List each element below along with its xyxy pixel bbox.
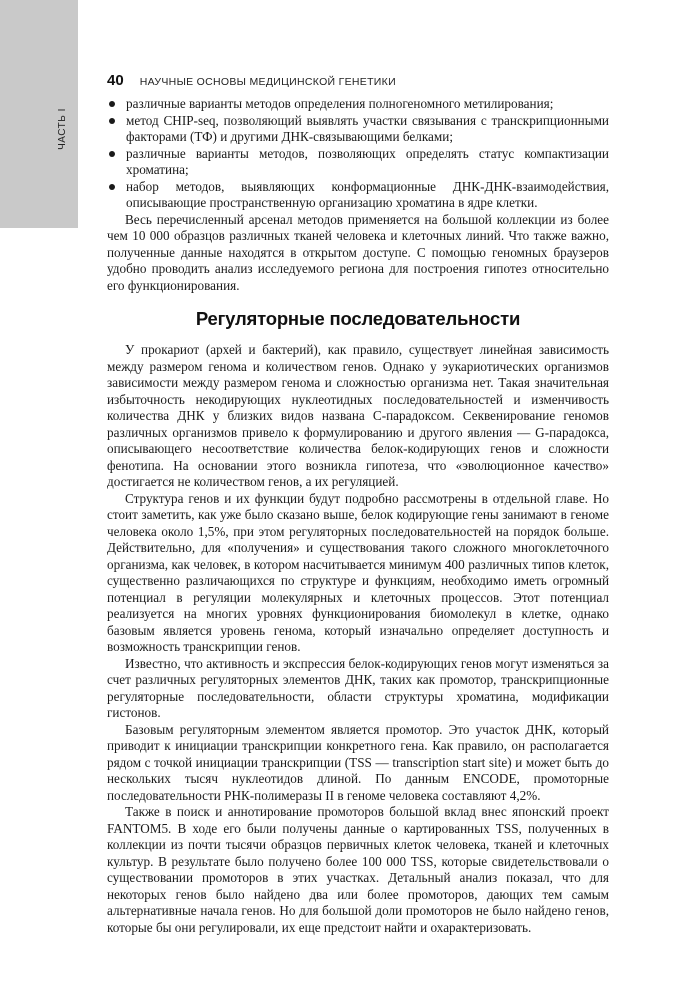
- list-item-text: различные варианты методов, позволяющих определять статус компактизации хроматина;: [126, 145, 609, 177]
- intro-paragraph: Весь перечисленный арсенал методов применяется на большой коллекции из более чем 10 000 образцов различных тканей человека и клеточных линий. Что также важно, полученные данные находятся в открытом доступе. С помощью геномных браузеров удобно проводить анализ исследуемого региона для построения гипотез относительно его функционирования.: [107, 211, 609, 293]
- paragraph-prokaryotes: У прокариот (архей и бактерий), как правило, существует линейная зависимость между размером генома и количеством генов. Однако у эукариотических организмов зависимости между размером генома и сложностью организма нет. Такая значительная избыточность некодирующих нуклеотидных последовательностей и изменчивость количества ДНК у близких видов названа С-парадоксом. Секвенирование геномов различных организмов привело к формулированию и другого явления — G-парадокса, описывающего несоответствие количества белок-кодирующих генов и сложности фенотипа. На основании этого возникла гипотеза, что «эволюционное качество» достигается не количеством генов, а их регуляцией.: [107, 342, 609, 489]
- bullet-icon: [109, 118, 115, 124]
- paragraph-fantom5: Также в поиск и аннотирование промоторов большой вклад внес японский проект FANTOM5. В ходе его были получены данные о картированных TSS, полученных в коллекции из почти тысячи образцов первичных клеток человека, тканей и клеточных культур. В результате было получено более 100 000 TSS, которые свидетельствовали о существовании промоторов в этих участках. Детальный анализ показал, что для некоторых генов было найдено два или более промоторов, дающих тем самым альтернативные начала генов. Но для большой доли промоторов не было найдено генов, которые бы они регулировали, их еще предстоит найти и охарактеризовать.: [107, 804, 609, 935]
- list-item-text: набор методов, выявляющих конформационные ДНК-ДНК-взаимодействия, описывающие пространственную организацию хроматина в ядре клетки.: [126, 178, 609, 210]
- paragraph-promoter: Базовым регуляторным элементом является промотор. Это участок ДНК, который приводит к инициации транскрипции конкретного гена. Как правило, он располагается рядом с точкой инициации транскрипции (TSS — transcription start site) и может быть до нескольких тысяч нуклеотидов длиной. По данным ENCODE, промоторные последовательности РНК-полимеразы II в геноме человека составляют 4,2%.: [107, 721, 609, 803]
- list-item: [107, 113, 609, 146]
- list-item-text: различные варианты методов определения полногеномного метилирования;: [126, 96, 554, 111]
- page-number: 40: [107, 72, 124, 89]
- paragraph-expression: Известно, что активность и экспрессия белок-кодирующих генов могут изменяться за счет различных регуляторных элементов ДНК, таких как промотор, транскрипционные регуляторные последовательности, области структуры хроматина, модификации гистонов.: [107, 655, 609, 720]
- part-label: ЧАСТЬ I: [56, 108, 68, 150]
- bullet-icon: [109, 184, 115, 190]
- running-header: [107, 72, 607, 88]
- list-item: [107, 96, 609, 113]
- bullet-icon: [109, 151, 115, 157]
- page-body: [107, 96, 609, 936]
- method-list: [107, 96, 609, 212]
- list-item: [107, 146, 609, 179]
- section-heading: Регуляторные последовательности: [195, 308, 521, 329]
- bullet-icon: [109, 101, 115, 107]
- list-item: [107, 179, 609, 212]
- book-title: НАУЧНЫЕ ОСНОВЫ МЕДИЦИНСКОЙ ГЕНЕТИКИ: [139, 76, 396, 88]
- paragraph-gene-structure: Структура генов и их функции будут подробно рассмотрены в отдельной главе. Но стоит заметить, как уже было сказано выше, белок кодирующие гены занимают в геноме человека около 1,5%, при этом регуляторных последовательностей на порядок больше. Действительно, для «получения» и существования такого сложного многоклеточного организма, как человек, в котором насчитывается минимум 400 различных типов клеток, существенно различающихся по структуре и функциям, необходимо иметь огромный потенциал в регуляции молекулярных и клеточных процессов. Этот потенциал реализуется на многих уровнях функционирования биомолекул в клетке, однако базовым является уровень генома, который изначально определяет доступность и возможность транскрипции генов.: [107, 490, 609, 654]
- list-item-text: метод CHIP-seq, позволяющий выявлять участки связывания с транскрипционными факторами (ТФ) и другими ДНК-связывающими белками;: [126, 112, 609, 144]
